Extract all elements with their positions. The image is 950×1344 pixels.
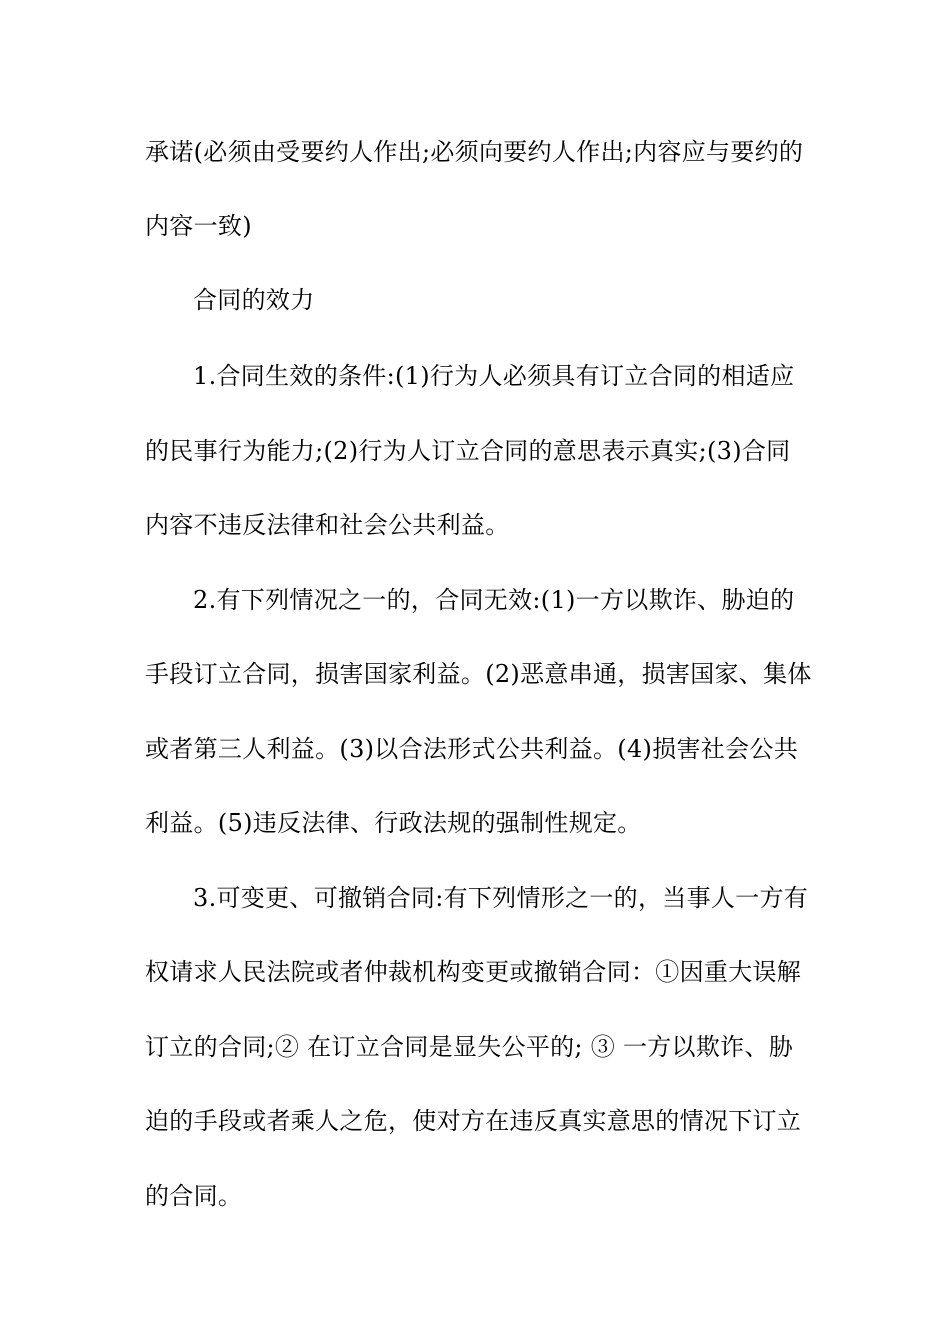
text-line-1: 承诺(必须由受要约人作出;必须向要约人作出;内容应与要约的	[145, 138, 804, 166]
text-line-8: 手段订立合同，损害国家利益。(2)恶意串通，损害国家、集体	[145, 660, 812, 688]
text-line-15: 的合同。	[145, 1182, 243, 1210]
text-line-6: 内容不违反法律和社会公共利益。	[145, 511, 510, 539]
text-line-7: 2.有下列情况之一的，合同无效:(1)一方以欺诈、胁迫的	[193, 586, 795, 614]
text-line-10: 利益。(5)违反法律、行政法规的强制性规定。	[145, 809, 642, 837]
text-line-2: 内容一致)	[145, 212, 252, 240]
text-line-14: 迫的手段或者乘人之危，使对方在违反真实意思的情况下订立	[145, 1107, 802, 1135]
text-line-9: 或者第三人利益。(3)以合法形式公共利益。(4)损害社会公共	[145, 735, 798, 763]
section-heading: 合同的效力	[193, 286, 315, 314]
text-line-5: 的民事行为能力;(2)行为人订立合同的意思表示真实;(3)合同	[145, 437, 791, 465]
text-line-11: 3.可变更、可撤销合同:有下列情形之一的，当事人一方有	[193, 884, 809, 912]
text-line-13: 订立的合同;② 在订立合同是显失公平的; ③ 一方以欺诈、胁	[145, 1033, 794, 1061]
text-line-12: 权请求人民法院或者仲裁机构变更或撤销合同：①因重大误解	[145, 958, 802, 986]
text-line-4: 1.合同生效的条件:(1)行为人必须具有订立合同的相适应	[193, 362, 795, 390]
